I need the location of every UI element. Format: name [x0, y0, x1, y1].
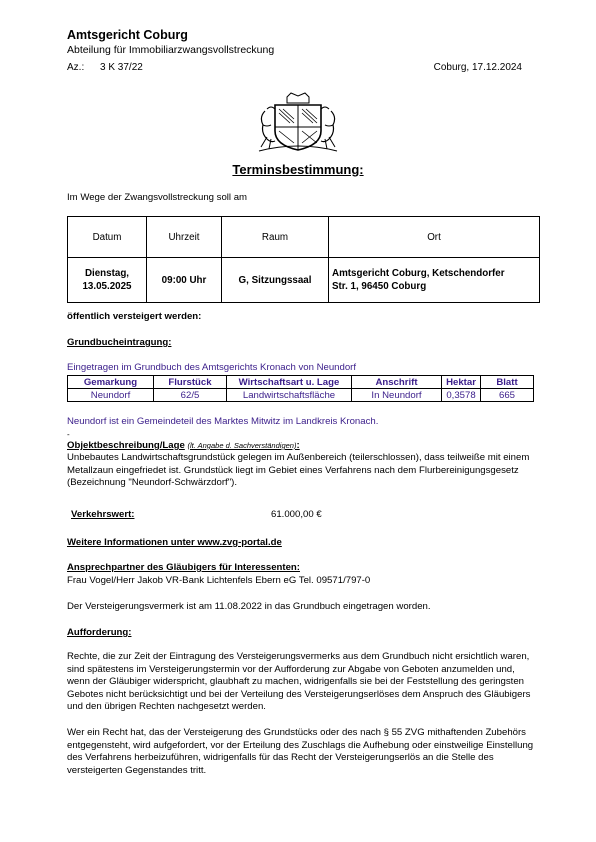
contact-text: Frau Vogel/Herr Jakob VR-Bank Lichtenfels Ebern eG Tel. 09571/797-0	[67, 575, 371, 586]
appointment-day: 13.05.2025	[82, 281, 132, 292]
header-date: Datum	[68, 217, 147, 258]
coat-of-arms-icon	[257, 91, 339, 153]
land-register-table	[67, 375, 534, 402]
more-info-link[interactable]: Weitere Informationen unter www.zvg-portal.de	[67, 537, 282, 548]
request-paragraph-2: Wer ein Recht hat, das der Versteigerung des Grundstücks oder des nach § 55 ZVG mithaftenden Zubehörs entgegensteht, wird aufgefordert, vor der Erteilung des Zuschlags die Aufhebung oder einstweilige Einstellung des Verfahrens herbeizuführen, widrigenfalls für das Recht der Versteigerungserlös an die Stelle des versteigerten Gegenstandes tritt.	[67, 727, 534, 776]
object-heading-text: Objektbeschreibung/Lage	[67, 440, 185, 451]
separator-dash: -	[67, 430, 70, 439]
register-note: Der Versteigerungsvermerk ist am 11.08.2022 in das Grundbuch eingetragen worden.	[67, 601, 431, 612]
col-anschrift: Anschrift	[352, 376, 442, 389]
intro-text: Im Wege der Zwangsvollstreckung soll am	[67, 192, 248, 203]
cell-anschrift: In Neundorf	[352, 389, 442, 402]
col-gemarkung: Gemarkung	[68, 376, 154, 389]
court-name: Amtsgericht Coburg	[67, 28, 188, 42]
appointment-time: 09:00 Uhr	[147, 258, 222, 303]
contact-heading: Ansprechpartner des Gläubigers für Interessenten:	[67, 562, 300, 573]
object-heading	[67, 440, 300, 451]
object-heading-note: (lt. Angabe d. Sachverständigen)	[187, 441, 297, 450]
appointment-place	[329, 258, 540, 303]
header-time: Uhrzeit	[147, 217, 222, 258]
appointment-place-line1: Amtsgericht Coburg, Ketschendorfer	[332, 268, 505, 279]
cell-hektar: 0,3578	[442, 389, 481, 402]
appointment-table	[67, 216, 540, 303]
market-value-label: Verkehrswert:	[71, 509, 135, 520]
col-blatt: Blatt	[481, 376, 534, 389]
auction-text: öffentlich versteigert werden:	[67, 311, 202, 322]
object-description: Unbebautes Landwirtschaftsgrundstück gelegen im Außenbereich (teilerschlossen), dass teilweiße mit einem Metallzaun eingefriedet ist. Grundstück liegt im Gebiet eines Verfahrens nach dem Flurbereinigungsgesetz (Bezeichnung "Neundorf-Schwärzdorf").	[67, 452, 530, 488]
land-register-heading: Grundbucheintragung:	[67, 337, 172, 348]
department-name: Abteilung für Immobiliarzwangsvollstreckung	[67, 44, 275, 56]
request-paragraph-1: Rechte, die zur Zeit der Eintragung des Versteigerungsvermerks aus dem Grundbuch nicht ersichtlich waren, sind spätestens im Versteigerungstermin vor der Aufforderung zur Abgabe von Geboten anzumelden und, wenn der Gläubiger widerspricht, glaubhaft zu machen, widrigenfalls sie bei der Feststellung des geringsten Gebotes nicht berücksichtigt und bei der Verteilung des Versteigerungserlöses dem Anspruch des Gläubigers und den übrigen Rechten nachgesetzt werden.	[67, 651, 531, 712]
request-heading: Aufforderung:	[67, 627, 132, 638]
col-flurstueck: Flurstück	[154, 376, 227, 389]
market-value-amount: 61.000,00 €	[271, 509, 322, 520]
header-place: Ort	[329, 217, 540, 258]
land-register-note: Neundorf ist ein Gemeindeteil des Marktes Mitwitz im Landkreis Kronach.	[67, 416, 379, 427]
table-row	[68, 389, 534, 402]
appointment-room: G, Sitzungssaal	[222, 258, 329, 303]
appointment-weekday: Dienstag,	[84, 268, 130, 279]
object-heading-colon: :	[296, 440, 300, 451]
cell-blatt: 665	[481, 389, 534, 402]
land-register-entry: Eingetragen im Grundbuch des Amtsgerichts Kronach von Neundorf	[67, 362, 357, 373]
file-number-value: 3 K 37/22	[100, 62, 143, 73]
col-hektar: Hektar	[442, 376, 481, 389]
cell-gemarkung: Neundorf	[68, 389, 154, 402]
cell-flurstueck: 62/5	[154, 389, 227, 402]
header-room: Raum	[222, 217, 329, 258]
file-number-label: Az.:	[67, 62, 85, 73]
place-date: Coburg, 17.12.2024	[433, 62, 522, 73]
col-wirtschaftsart: Wirtschaftsart u. Lage	[227, 376, 352, 389]
cell-wirtschaftsart: Landwirtschaftsfläche	[227, 389, 352, 402]
appointment-place-line2: Str. 1, 96450 Coburg	[332, 281, 427, 292]
appointment-date	[68, 258, 147, 303]
document-title: Terminsbestimmung:	[232, 162, 364, 177]
